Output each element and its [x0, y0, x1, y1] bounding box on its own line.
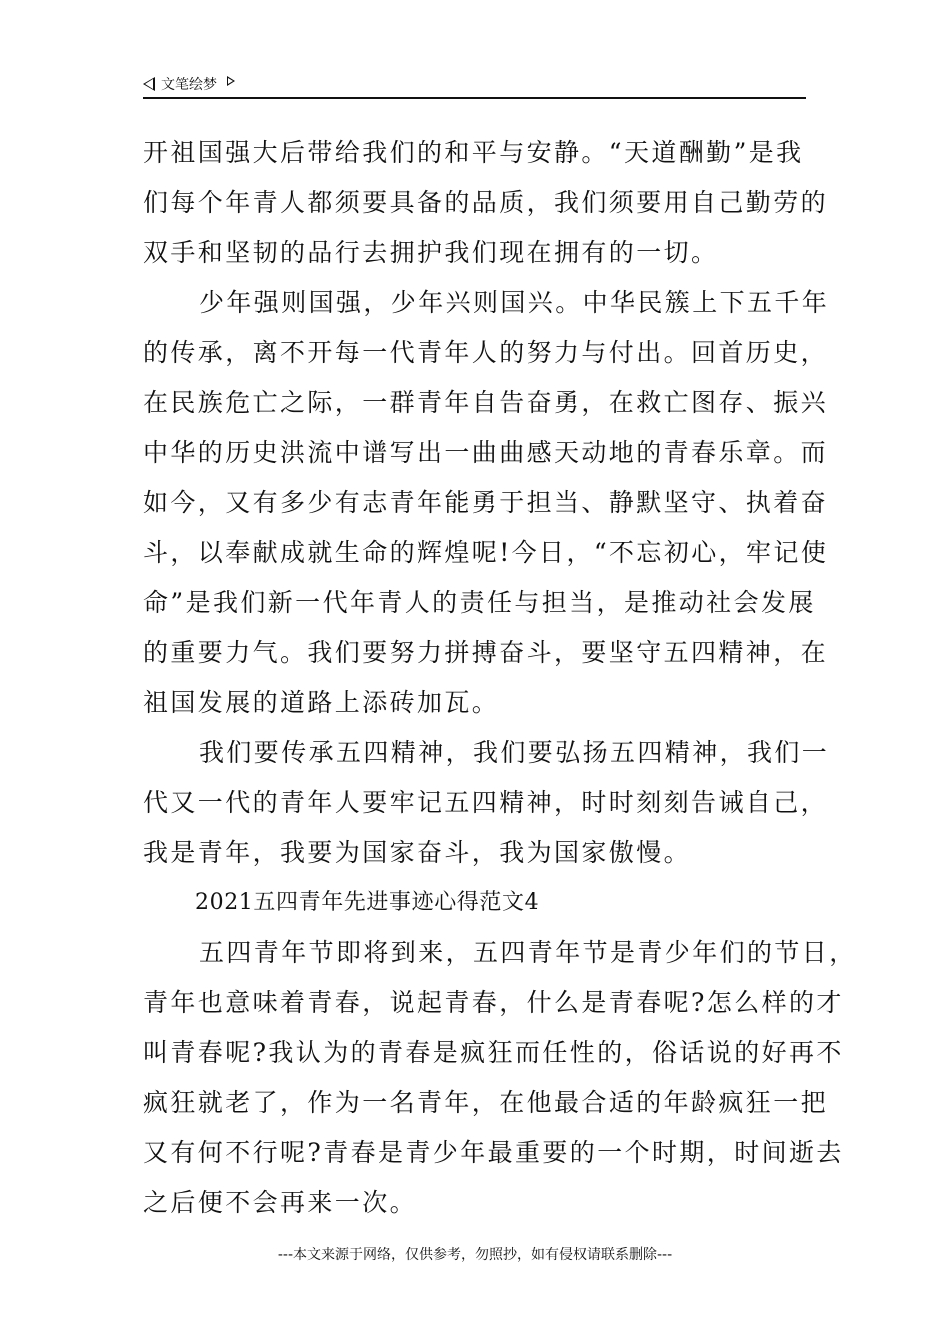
triangle-right-icon — [227, 76, 235, 86]
text-line: 之后便不会再来一次。 — [143, 1188, 418, 1217]
triangle-left-icon — [143, 77, 155, 91]
text-line: 开祖国强大后带给我们的和平与安静。“天道酬勤”是我 — [143, 138, 804, 167]
text-line: 命”是我们新一代年青人的责任与担当，是推动社会发展 — [143, 588, 816, 617]
text-line: 双手和坚韧的品行去拥护我们现在拥有的一切。 — [143, 238, 719, 267]
text-line: 的重要力气。我们要努力拼搏奋斗，要坚守五四精神，在 — [143, 638, 829, 667]
text-line: 青年也意味着青春，说起青春，什么是青春呢?怎么样的才 — [143, 988, 844, 1017]
footer-notice: ---本文来源于网络，仅供参考，勿照抄，如有侵权请联系删除--- — [277, 1247, 673, 1263]
document-body — [143, 128, 857, 1228]
paragraph-start-line: 我们要传承五四精神，我们要弘扬五四精神，我们一 — [199, 738, 830, 767]
text-line: 代又一代的青年人要牢记五四精神，时时刻刻告诫自己， — [143, 788, 829, 817]
text-line: 们每个年青人都须要具备的品质，我们须要用自己勤劳的 — [143, 188, 829, 217]
text-line: 斗，以奉献成就生命的辉煌呢!今日，“不忘初心，牢记使 — [143, 538, 829, 567]
section-heading: 2021五四青年先进事迹心得范文4 — [195, 890, 540, 915]
header-divider — [143, 97, 806, 99]
text-line: 我是青年，我要为国家奋斗，我为国家傲慢。 — [143, 838, 692, 867]
text-line: 中华的历史洪流中谱写出一曲曲感天动地的青春乐章。而 — [143, 438, 829, 467]
text-line: 祖国发展的道路上添砖加瓦。 — [143, 688, 500, 717]
header-title: 文笔绘梦 — [161, 77, 217, 93]
text-line: 又有何不行呢?青春是青少年最重要的一个时期，时间逝去 — [143, 1138, 844, 1167]
text-line: 叫青春呢?我认为的青春是疯狂而任性的，俗话说的好再不 — [143, 1038, 844, 1067]
text-line: 疯狂就老了，作为一名青年，在他最合适的年龄疯狂一把 — [143, 1088, 829, 1117]
paragraph-start-line: 少年强则国强，少年兴则国兴。中华民簇上下五千年 — [199, 288, 830, 317]
paragraph-start-line: 五四青年节即将到来，五四青年节是青少年们的节日， — [199, 938, 857, 967]
text-line: 在民族危亡之际，一群青年自告奋勇，在救亡图存、振兴 — [143, 388, 829, 417]
page-header — [143, 72, 806, 96]
text-line: 的传承，离不开每一代青年人的努力与付出。回首历史， — [143, 338, 829, 367]
text-line: 如今，又有多少有志青年能勇于担当、静默坚守、执着奋 — [143, 488, 829, 517]
